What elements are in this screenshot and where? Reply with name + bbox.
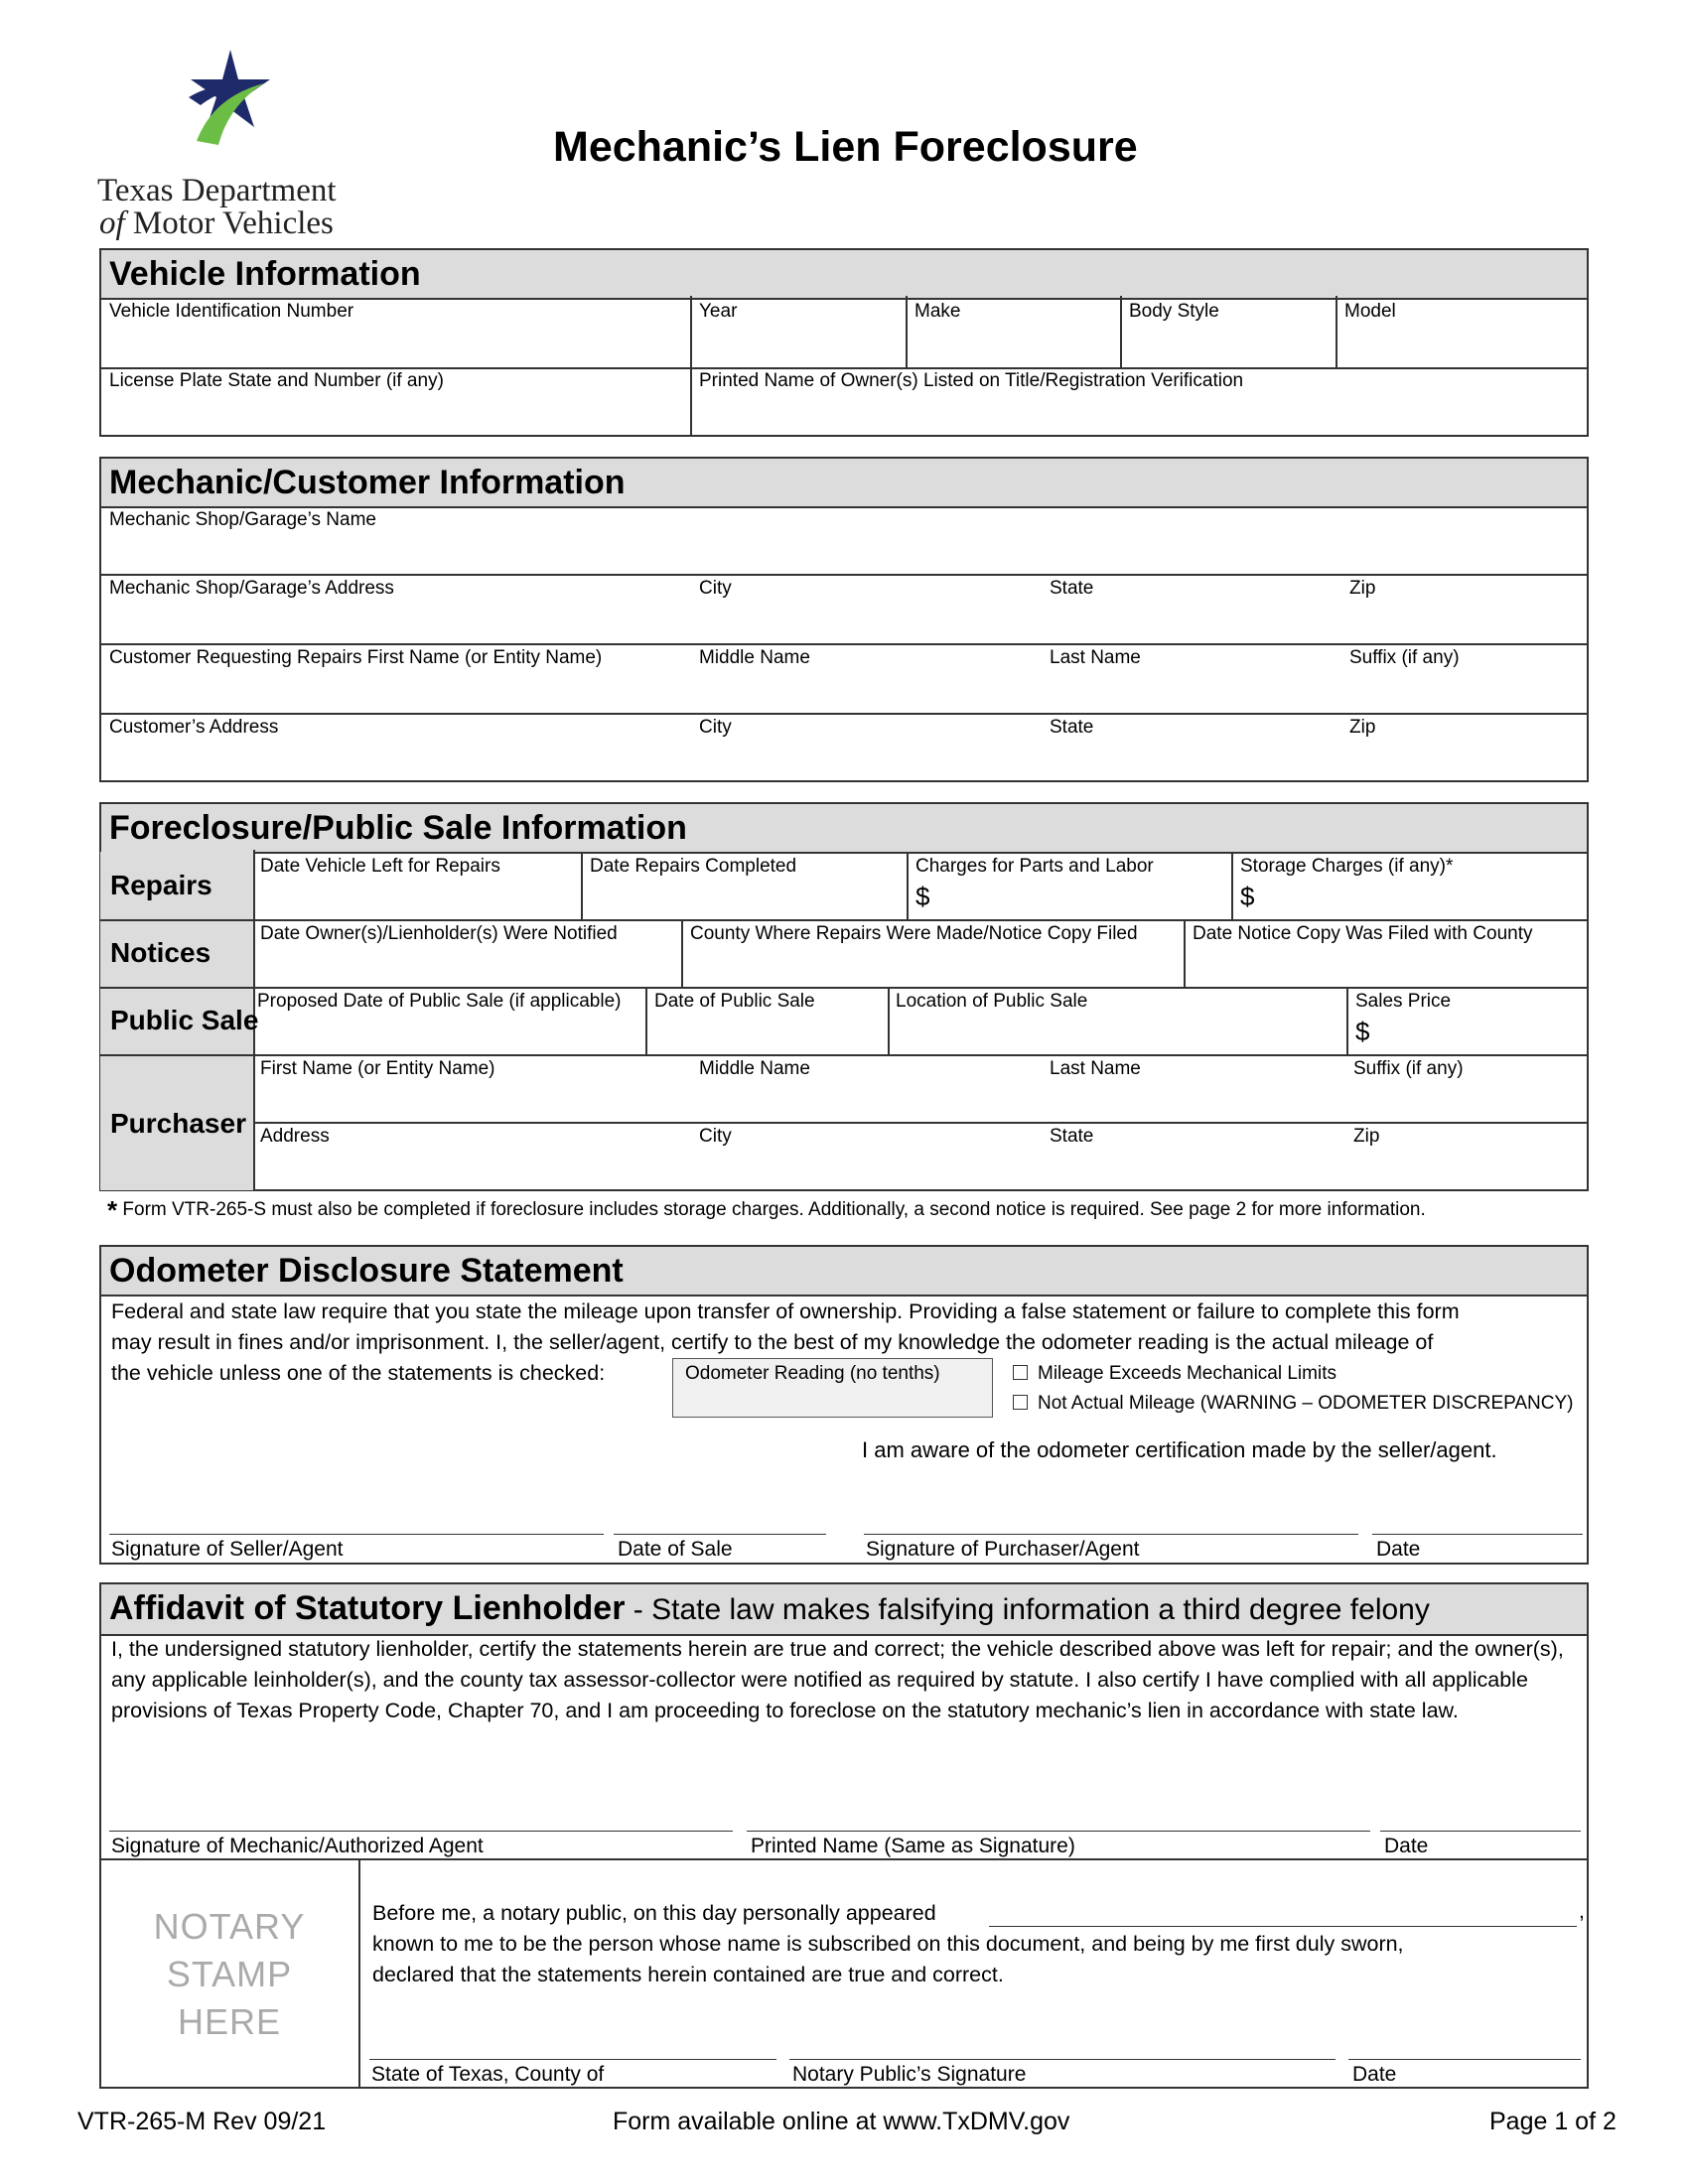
purchaser-last-name-field[interactable]: Last Name [1050, 1058, 1141, 1079]
repairs-row-label: Repairs [110, 870, 212, 900]
notary-date-field[interactable]: Date [1352, 2063, 1397, 2086]
form-availability: Form available online at www.TxDMV.gov [613, 2108, 1070, 2135]
customer-city-field[interactable]: City [699, 717, 732, 738]
purchaser-suffix-field[interactable]: Suffix (if any) [1353, 1058, 1464, 1079]
purchaser-row-label: Purchaser [110, 1108, 246, 1139]
notices-row-label: Notices [110, 937, 211, 968]
notary-statement: Before me, a notary public, on this day personally appeared known to me to be the person whose name is subscribed on this document, and being by me first duly sworn, declared that the statements herein contained are true and correct. [372, 1901, 1404, 1986]
vehicle-section-heading: Vehicle Information [101, 250, 1587, 300]
printed-name-field[interactable]: Printed Name (Same as Signature) [751, 1835, 1075, 1857]
body-style-field[interactable]: Body Style [1129, 301, 1219, 322]
form-id: VTR-265-M Rev 09/21 [77, 2108, 327, 2135]
purchaser-city-field[interactable]: City [699, 1126, 732, 1147]
vin-field[interactable]: Vehicle Identification Number [109, 301, 354, 322]
storage-dollar: $ [1240, 882, 1255, 911]
shop-name-field[interactable]: Mechanic Shop/Garage’s Name [109, 509, 376, 530]
purchaser-first-name-field[interactable]: First Name (or Entity Name) [260, 1058, 495, 1079]
vehicle-section [99, 248, 1589, 437]
affidavit-date-field[interactable]: Date [1384, 1835, 1429, 1857]
sales-price-dollar: $ [1355, 1017, 1370, 1046]
customer-last-name-field[interactable]: Last Name [1050, 647, 1141, 668]
storage-charges-field[interactable]: Storage Charges (if any)* [1240, 856, 1454, 877]
model-field[interactable]: Model [1344, 301, 1396, 322]
shop-state-field[interactable]: State [1050, 578, 1094, 599]
sales-price-field[interactable]: Sales Price [1355, 991, 1452, 1012]
mechanic-signature-field[interactable]: Signature of Mechanic/Authorized Agent [111, 1835, 484, 1857]
notary-county-field[interactable]: State of Texas, County of [371, 2063, 605, 2086]
charges-dollar: $ [915, 882, 930, 911]
appeared-name-field[interactable] [989, 1926, 1577, 1927]
purchaser-state-field[interactable]: State [1050, 1126, 1094, 1147]
shop-address-field[interactable]: Mechanic Shop/Garage’s Address [109, 578, 394, 599]
customer-zip-field[interactable]: Zip [1349, 717, 1376, 738]
not-actual-mileage-checkbox[interactable]: Not Actual Mileage (WARNING – ODOMETER DISCREPANCY) [1013, 1393, 1574, 1415]
notary-signature-field[interactable]: Notary Public’s Signature [792, 2063, 1027, 2086]
customer-first-name-field[interactable]: Customer Requesting Repairs First Name (or Entity Name) [109, 647, 603, 668]
foreclosure-section-heading: Foreclosure/Public Sale Information [101, 804, 1587, 854]
year-field[interactable]: Year [699, 301, 738, 322]
proposed-date-field[interactable]: Proposed Date of Public Sale (if applicable) [257, 991, 622, 1012]
affidavit-statement: I, the undersigned statutory lienholder, certify the statements herein are true and correct; the vehicle described above was left for repair; and the owner(s), any applicable leinholder(s), and the county tax assessor-collector were notified as required by statute. I also certify I have complied with all applicable provisions of Texas Property Code, Chapter 70, and I am proceeding to foreclose on the statutory mechanic’s lien in accordance with state law. [111, 1637, 1564, 1722]
purchaser-zip-field[interactable]: Zip [1353, 1126, 1380, 1147]
page-title: Mechanic’s Lien Foreclosure [553, 123, 1138, 171]
purchaser-awareness-text: I am aware of the odometer certification made by the seller/agent. [862, 1437, 1497, 1462]
notary-stamp-area: NOTARY STAMP HERE [153, 1906, 306, 2042]
shop-zip-field[interactable]: Zip [1349, 578, 1376, 599]
owner-name-field[interactable]: Printed Name of Owner(s) Listed on Title/Registration Verification [699, 370, 1244, 391]
odometer-reading-label: Odometer Reading (no tenths) [685, 1363, 940, 1384]
license-plate-field[interactable]: License Plate State and Number (if any) [109, 370, 444, 391]
star-swoosh-icon [167, 46, 306, 175]
shop-city-field[interactable]: City [699, 578, 732, 599]
date-of-sale-sig-field[interactable]: Date of Sale [618, 1538, 733, 1561]
make-field[interactable]: Make [914, 301, 961, 322]
logo-text-line2: of Motor Vehicles [99, 205, 334, 241]
storage-footnote: * Form VTR-265-S must also be completed if foreclosure includes storage charges. Additionally, a second notice is required. See page 2 for more information. [107, 1195, 1426, 1225]
seller-signature-field[interactable]: Signature of Seller/Agent [111, 1538, 344, 1561]
odometer-section-heading: Odometer Disclosure Statement [101, 1247, 1587, 1297]
mileage-exceeds-checkbox[interactable]: Mileage Exceeds Mechanical Limits [1013, 1363, 1336, 1385]
date-filed-field[interactable]: Date Notice Copy Was Filed with County [1193, 923, 1533, 944]
mechanic-section-heading: Mechanic/Customer Information [101, 459, 1587, 508]
charges-field[interactable]: Charges for Parts and Labor [915, 856, 1154, 877]
customer-suffix-field[interactable]: Suffix (if any) [1349, 647, 1460, 668]
purchaser-signature-field[interactable]: Signature of Purchaser/Agent [866, 1538, 1140, 1561]
logo-text-line1: Texas Department [97, 173, 337, 208]
customer-middle-name-field[interactable]: Middle Name [699, 647, 810, 668]
purchaser-date-field[interactable]: Date [1376, 1538, 1421, 1561]
affidavit-section-heading: Affidavit of Statutory Lienholder - State law makes falsifying information a third degree felony [101, 1584, 1587, 1636]
checkbox-icon [1013, 1365, 1028, 1380]
customer-state-field[interactable]: State [1050, 717, 1094, 738]
page-number: Page 1 of 2 [1489, 2108, 1617, 2135]
checkbox-icon [1013, 1395, 1028, 1410]
customer-address-field[interactable]: Customer’s Address [109, 717, 279, 738]
public-sale-row-label: Public Sale [110, 1005, 259, 1035]
date-completed-field[interactable]: Date Repairs Completed [590, 856, 797, 877]
sale-location-field[interactable]: Location of Public Sale [896, 991, 1088, 1012]
date-notified-field[interactable]: Date Owner(s)/Lienholder(s) Were Notified [260, 923, 618, 944]
date-of-sale-field[interactable]: Date of Public Sale [654, 991, 815, 1012]
date-left-field[interactable]: Date Vehicle Left for Repairs [260, 856, 500, 877]
purchaser-middle-name-field[interactable]: Middle Name [699, 1058, 810, 1079]
purchaser-address-field[interactable]: Address [260, 1126, 330, 1147]
odometer-reading-box[interactable] [672, 1358, 993, 1418]
odometer-statement: Federal and state law require that you state the mileage upon transfer of ownership. Providing a false statement or failure to complete this form may result in fines and/or imprisonment. I, the seller/agent, certify to the best of my knowledge the odometer reading is the actual mileage of the vehicle unless one of the statements is checked: [111, 1299, 1460, 1385]
county-repairs-field[interactable]: County Where Repairs Were Made/Notice Copy Filed [690, 923, 1138, 944]
